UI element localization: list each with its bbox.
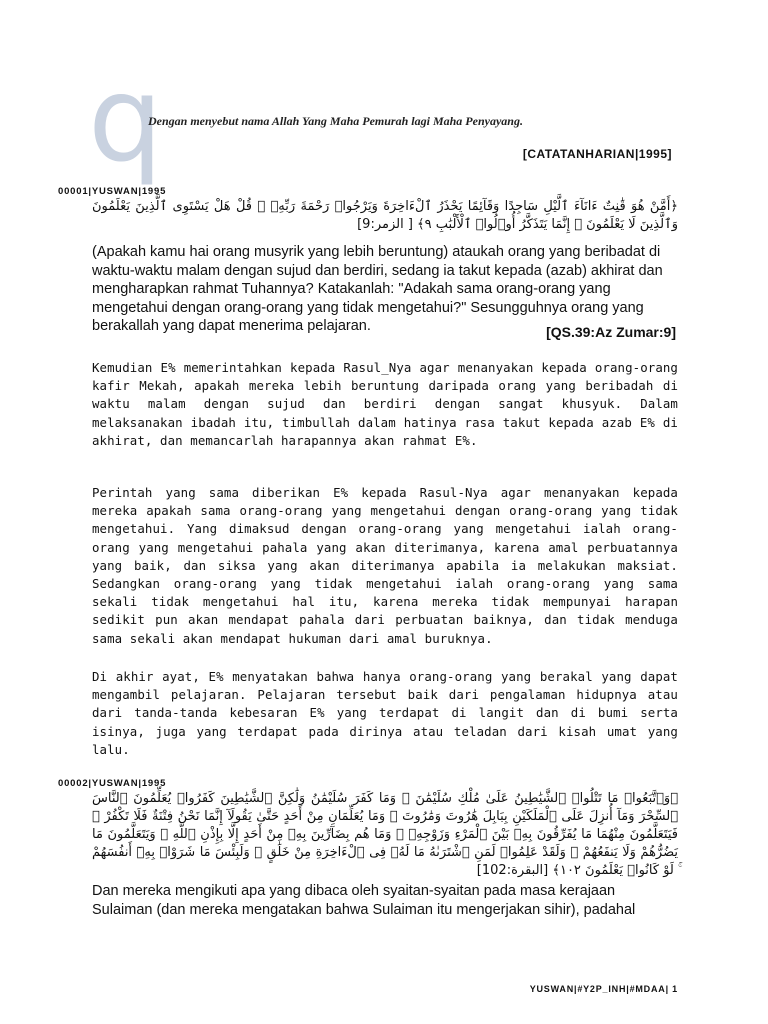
decorative-q-logo: q — [88, 50, 163, 188]
page-footer: YUSWAN|#Y2P_INH|#MDAA| 1 — [529, 984, 678, 994]
arabic-verse-baqarah-102: ﴿وَٱتَّبَعُوا۟ مَا تَتْلُوا۟ ٱلشَّيَٰطِينُ عَلَىٰ مُلْكِ سُلَيْمَٰنَ ۖ وَمَا كَفَرَ سُلَيْمَٰنُ وَلَٰكِنَّ ٱلشَّيَٰطِينَ كَفَرُوا۟ يُعَلِّمُونَ ٱلنَّاسَ ٱلسِّحْرَ وَمَآ أُنزِلَ عَلَى ٱلْمَلَكَيْنِ بِبَابِلَ هَٰرُوتَ وَمَٰرُوتَ ۚ وَمَا يُعَلِّمَانِ مِنْ أَحَدٍ حَتَّىٰ يَقُولَآ إِنَّمَا نَحْنُ فِتْنَةٌ فَلَا تَكْفُرْ ۖ فَيَتَعَلَّمُونَ مِنْهُمَا مَا يُفَرِّقُونَ بِهِۦ بَيْنَ ٱلْمَرْءِ وَزَوْجِهِۦ ۚ وَمَا هُم بِضَآرِّينَ بِهِۦ مِنْ أَحَدٍ إِلَّا بِإِذْنِ ٱللَّهِ ۚ وَيَتَعَلَّمُونَ مَا يَضُرُّهُمْ وَلَا يَنفَعُهُمْ ۚ وَلَقَدْ عَلِمُوا۟ لَمَنِ ٱشْتَرَىٰهُ مَا لَهُۥ فِى ٱلْءَاخِرَةِ مِنْ خَلَٰقٍ ۚ وَلَبِئْسَ مَا شَرَوْا۟ بِهِۦٓ أَنفُسَهُمْ ۚ لَوْ كَانُوا۟ يَعْلَمُونَ ١٠٢﴾ [البقرة:102] — [92, 791, 678, 878]
commentary-paragraph-1: Kemudian E% memerintahkan kepada Rasul_Nya agar menanyakan kepada orang-orang kafir Mekah, apakah mereka lebih beruntung daripada orang yang beribadah di waktu malam dengan sujud dan berdiri dengan sangat khusyuk. Dalam melaksanakan ibadah itu, timbullah dalam hatinya rasa takut kepada azab E% di akhirat, dan memancarlah harapannya akan rahmat E%. — [92, 360, 678, 448]
commentary-paragraph-3: Di akhir ayat, E% menyatakan bahwa hanya orang-orang yang berakal yang dapat mengambil pelajaran. Pelajaran tersebut baik dari pengalaman hidupnya atau dari tanda-tanda kebesaran E% yang terdapat di langit dan di bumi serta isinya, juga yang terdapat pada dirinya atau teladan dari kisah umat yang lalu. — [92, 669, 678, 757]
verse-reference: [QS.39:Az Zumar:9] — [546, 324, 676, 340]
arabic-verse-zumar-9: ﴿أَمَّنْ هُوَ قَٰنِتٌ ءَانَآءَ ٱلَّيْلِ سَاجِدًا وَقَآئِمًا يَحْذَرُ ٱلْءَاخِرَةَ وَيَرْجُوا۟ رَحْمَةَ رَبِّهِۦ ۗ قُلْ هَلْ يَسْتَوِى ٱلَّذِينَ يَعْلَمُونَ وَٱلَّذِينَ لَا يَعْلَمُونَ ۗ إِنَّمَا يَتَذَكَّرُ أُو۟لُوا۟ ٱلْأَلْبَٰبِ ٩﴾ [ الزمر:9] — [92, 199, 678, 232]
basmala-line: Dengan menyebut nama Allah Yang Maha Pemurah lagi Maha Penyayang. — [148, 114, 523, 128]
section-id-00002: 00002|YUSWAN|1995 — [58, 778, 167, 789]
section-id-00001: 00001|YUSWAN|1995 — [58, 186, 167, 197]
commentary-paragraph-2: Perintah yang sama diberikan E% kepada Rasul-Nya agar menanyakan kepada mereka apakah sama orang-orang yang mengetahui dengan orang-orang yang tidak mengetahui. Yang dimaksud dengan orang-orang yang mengetahui ialah orang-orang yang mengetahui pahala yang akan diterimanya, karena amal perbuatannya yang baik, dan siksa yang akan diterimanya apabila ia melakukan maksiat. Sedangkan orang-orang yang tidak mengetahui ialah orang-orang yang sama sekali tidak mengetahui hal itu, karena mereka tidak mempunyai harapan sedikit pun akan mendapat pahala dari perbuatan baiknya, dan tidak menduga sama sekali akan mendapat hukuman dari amal buruknya. — [92, 485, 678, 646]
verse-translation-2: Dan mereka mengikuti apa yang dibaca oleh syaitan-syaitan pada masa kerajaan Sulaiman (dan mereka mengatakan bahwa Sulaiman itu mengerjakan sihir), padahal — [92, 883, 636, 918]
diary-tag: [CATATANHARIAN|1995] — [522, 147, 672, 161]
verse-translation: (Apakah kamu hai orang musyrik yang lebih beruntung) ataukah orang yang beribadat di waktu-waktu malam dengan sujud dan berdiri, sedang ia takut kepada (azab) akhirat dan mengharapkan rahmat Tuhannya? Katakanlah: "Adakah sama orang-orang yang mengetahui dengan orang-orang yang tidak mengetahui?" Sesungguhnya orang yang berakallah yang dapat menerima pelajaran. — [92, 244, 663, 334]
